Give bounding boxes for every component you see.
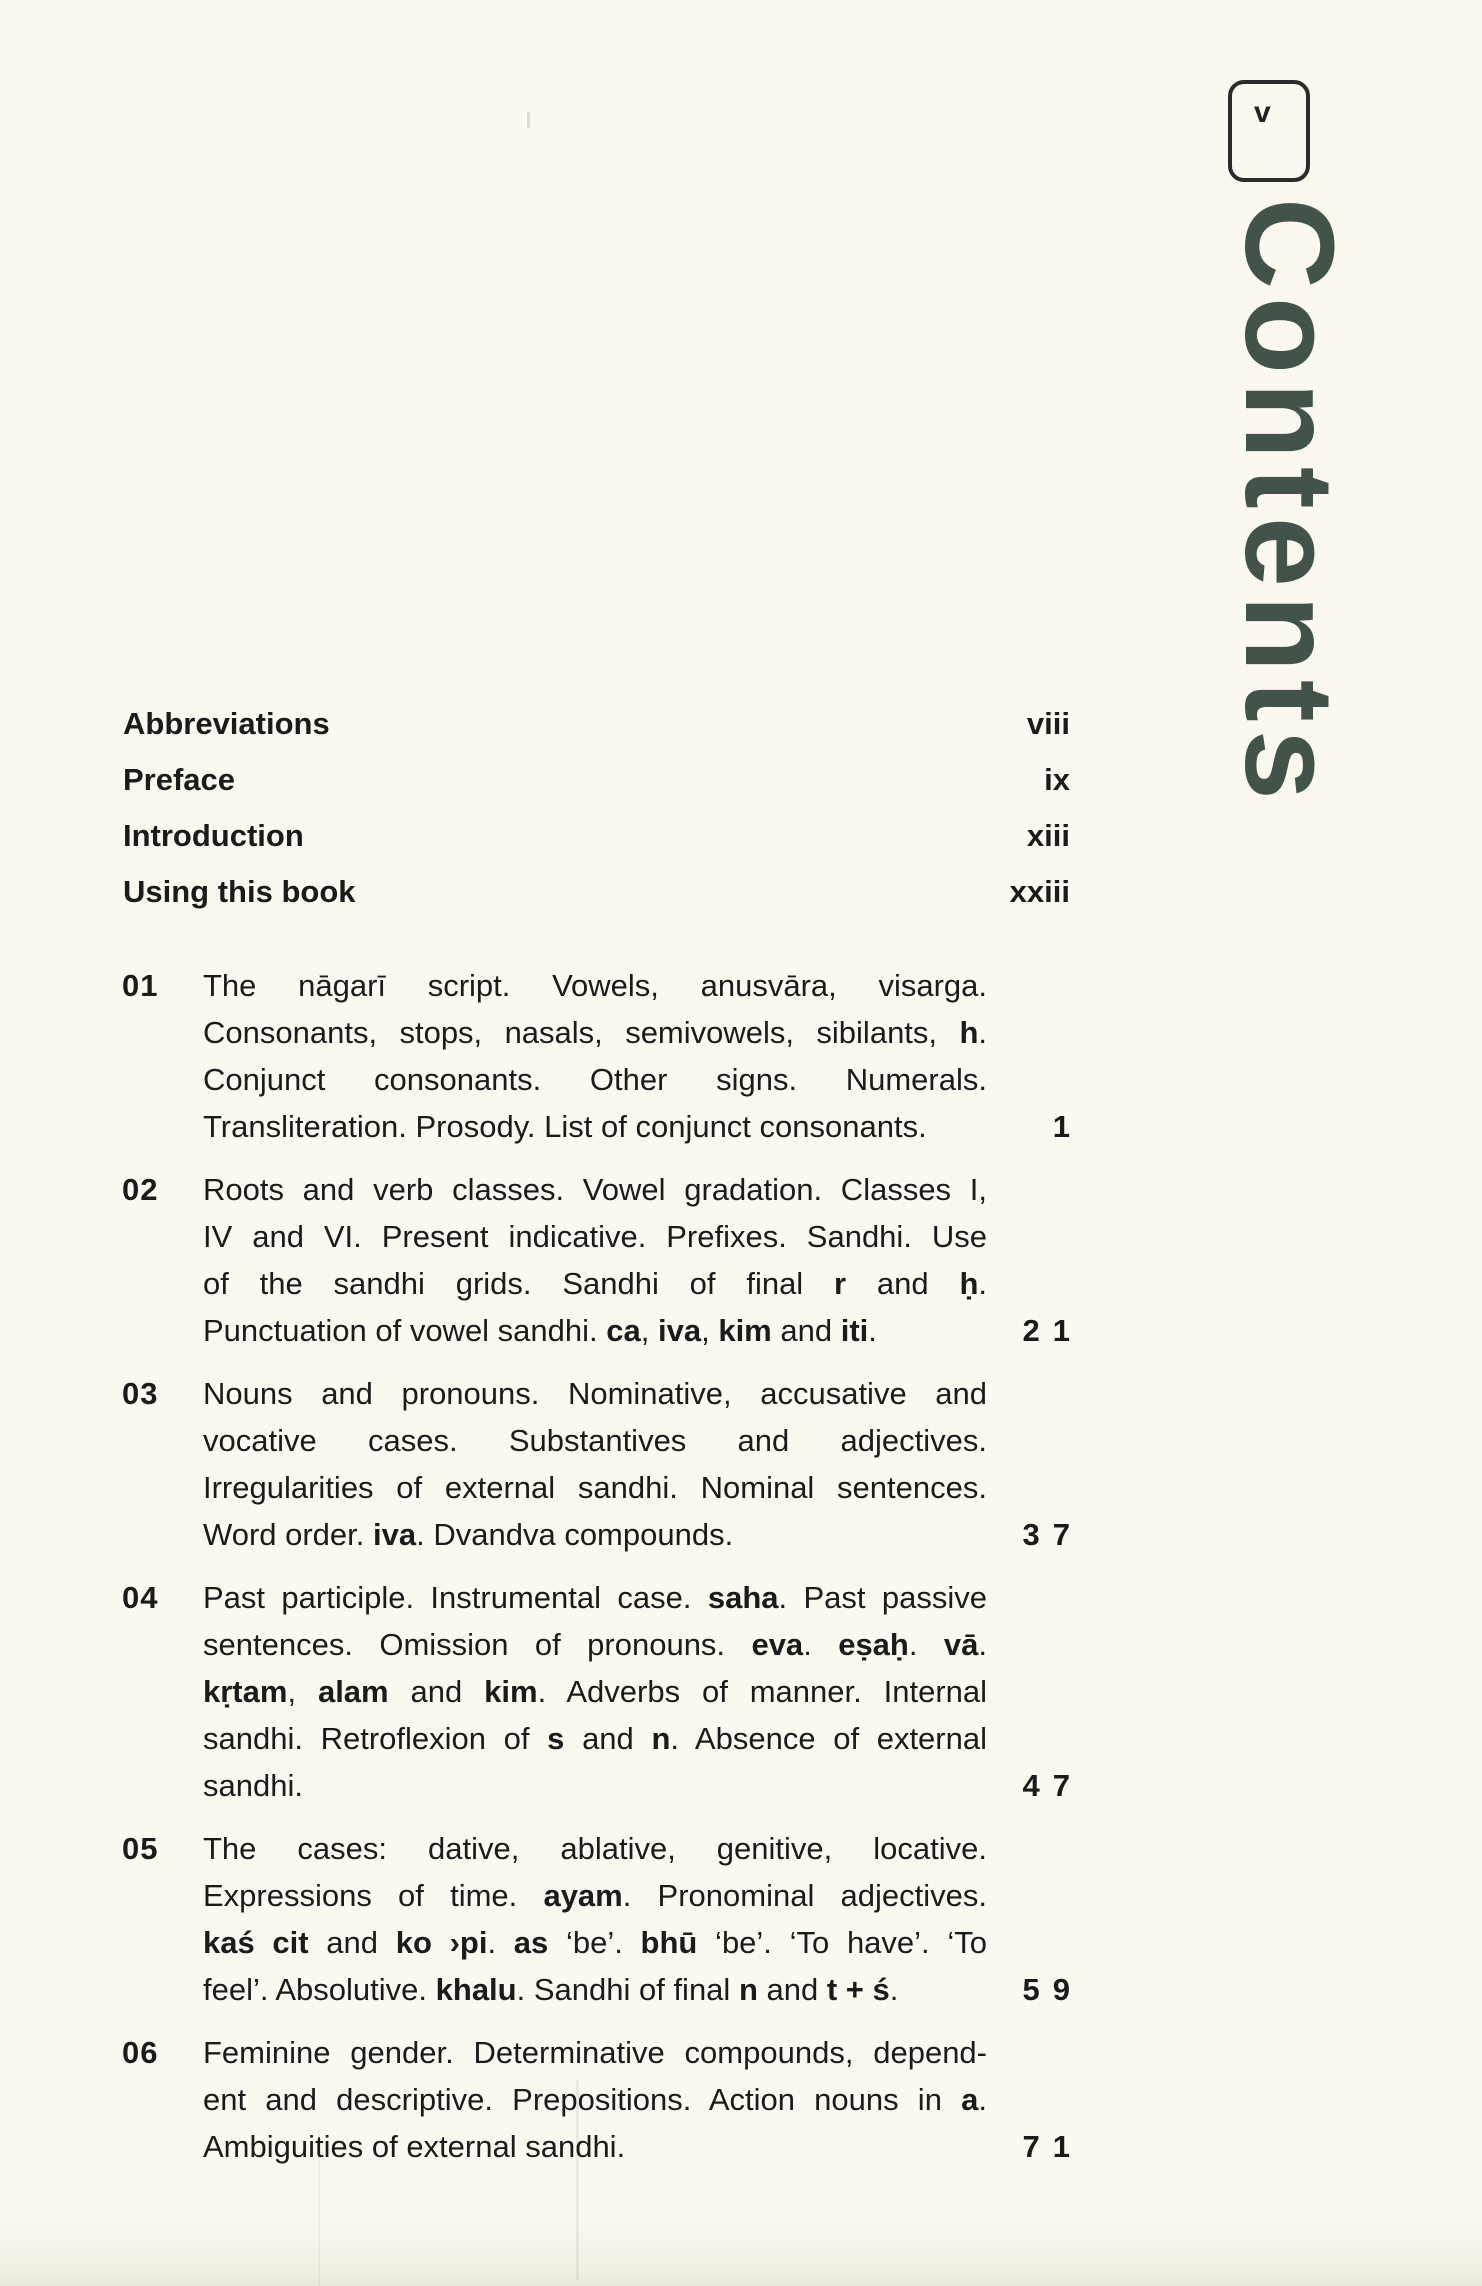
chapter-line	[203, 1825, 987, 1872]
chapter-line	[203, 1307, 987, 1354]
front-matter-row	[123, 868, 1070, 915]
summary-text: and	[564, 1721, 652, 1756]
sanskrit-term: khalu	[435, 1972, 517, 2007]
summary-text: sentences. Omission of pronouns.	[203, 1627, 752, 1662]
sanskrit-term: kaś cit	[203, 1925, 309, 1960]
chapter-entry	[0, 2029, 1482, 2170]
summary-text: Expressions of time.	[203, 1878, 544, 1913]
chapter-line	[203, 1056, 987, 1103]
sanskrit-term: h	[959, 1015, 979, 1050]
sanskrit-term: kim	[484, 1674, 538, 1709]
summary-text: Irregularities of external sandhi. Nominal sentences.	[203, 1470, 987, 1505]
sanskrit-term: kṛtam	[203, 1674, 288, 1709]
summary-text: . Past passive	[778, 1580, 987, 1615]
summary-text: vocative cases. Substantives and adjectives.	[203, 1423, 987, 1458]
summary-text: Feminine gender. Determinative compounds, depend-	[203, 2035, 987, 2070]
front-matter-page: xiii	[1026, 818, 1070, 853]
chapter-summary	[203, 1166, 987, 1354]
sanskrit-term: r	[834, 1266, 847, 1301]
summary-text: Word order.	[203, 1517, 374, 1552]
chapter-line	[203, 1103, 987, 1150]
summary-text: .	[803, 1627, 839, 1662]
sanskrit-term: ayam	[543, 1878, 623, 1913]
chapter-number: 01	[122, 968, 159, 1003]
table-of-contents	[0, 700, 1482, 2186]
chapter-line	[203, 1621, 987, 1668]
summary-text: .	[978, 1015, 987, 1050]
front-matter-label: Abbreviations	[123, 706, 330, 741]
chapter-list	[0, 962, 1482, 2170]
front-matter-page: xxiii	[1009, 874, 1070, 909]
chapter-summary	[203, 1574, 987, 1809]
sanskrit-term: iva	[657, 1313, 702, 1348]
summary-text: ,	[640, 1313, 658, 1348]
chapter-summary	[203, 1370, 987, 1558]
chapter-page: 47	[1022, 1768, 1083, 1803]
chapter-number: 05	[122, 1831, 159, 1866]
page-number-box	[1228, 80, 1310, 182]
chapter-line	[203, 2076, 987, 2123]
page-number-label: v	[1254, 96, 1271, 129]
chapter-page: 71	[1022, 2129, 1083, 2164]
chapter-number: 06	[122, 2035, 159, 2070]
chapter-line	[203, 1213, 987, 1260]
sanskrit-term: iti	[840, 1313, 869, 1348]
chapter-line	[203, 1511, 987, 1558]
chapter-page: 59	[1022, 1972, 1083, 2007]
chapter-entry	[0, 1166, 1482, 1354]
sanskrit-term: as	[513, 1925, 549, 1960]
summary-text: feel’. Absolutive.	[203, 1972, 436, 2007]
sanskrit-term: bhū	[640, 1925, 698, 1960]
chapter-entry	[0, 1574, 1482, 1809]
chapter-line	[203, 2029, 987, 2076]
summary-text: Nouns and pronouns. Nominative, accusative and	[203, 1376, 987, 1411]
sanskrit-term: ḥ	[959, 1266, 979, 1301]
summary-text: . Sandhi of final	[516, 1972, 739, 2007]
chapter-entry	[0, 1825, 1482, 2013]
chapter-line	[203, 1574, 987, 1621]
summary-text: ent and descriptive. Prepositions. Action nouns in	[203, 2082, 962, 2117]
chapter-line	[203, 1872, 987, 1919]
summary-text: .	[868, 1313, 877, 1348]
chapter-line	[203, 962, 987, 1009]
sanskrit-term: ko ›pi	[395, 1925, 488, 1960]
chapter-line	[203, 1668, 987, 1715]
chapter-line	[203, 1762, 987, 1809]
summary-text: Punctuation of vowel sandhi.	[203, 1313, 607, 1348]
summary-text: The nāgarī script. Vowels, anusvāra, visarga.	[203, 968, 987, 1003]
front-matter-label: Preface	[123, 762, 236, 797]
sanskrit-term: eṣaḥ	[838, 1627, 909, 1662]
sanskrit-term: iva	[373, 1517, 417, 1552]
summary-text: Transliteration. Prosody. List of conjunct consonants.	[203, 1109, 927, 1144]
summary-text: and	[308, 1925, 396, 1960]
summary-text: Conjunct consonants. Other signs. Numerals.	[203, 1062, 987, 1097]
chapter-line	[203, 1260, 987, 1307]
chapter-number: 04	[122, 1580, 159, 1615]
chapter-line	[203, 1166, 987, 1213]
front-matter-list	[123, 700, 1070, 915]
front-matter-row	[123, 812, 1070, 859]
summary-text: ,	[701, 1313, 719, 1348]
summary-text: .	[889, 1972, 899, 2007]
sanskrit-term: alam	[317, 1674, 389, 1709]
sanskrit-term: a	[961, 2082, 979, 2117]
chapter-line	[203, 1417, 987, 1464]
summary-text: Past participle. Instrumental case.	[203, 1580, 708, 1615]
summary-text: of the sandhi grids. Sandhi of final	[203, 1266, 835, 1301]
summary-text: ‘be’. ‘To have’. ‘To	[697, 1925, 987, 1960]
summary-text: .	[908, 1627, 944, 1662]
sanskrit-term: eva	[751, 1627, 804, 1662]
summary-text: The cases: dative, ablative, genitive, locative.	[203, 1831, 987, 1866]
sanskrit-term: vā	[943, 1627, 979, 1662]
front-matter-page: viii	[1026, 706, 1070, 741]
summary-text: Roots and verb classes. Vowel gradation. Classes I,	[203, 1172, 987, 1207]
summary-text: . Adverbs of manner. Internal	[537, 1674, 988, 1709]
chapter-page: 1	[1052, 1109, 1083, 1144]
summary-text: Consonants, stops, nasals, semivowels, sibilants,	[203, 1015, 960, 1050]
summary-text: .	[978, 1266, 987, 1301]
summary-text: sandhi.	[203, 1768, 303, 1803]
scan-edge-shading	[0, 2216, 1482, 2286]
summary-text: .	[978, 1627, 987, 1662]
sanskrit-term: s	[547, 1721, 565, 1756]
summary-text: . Dvandva compounds.	[416, 1517, 734, 1552]
summary-text: . Absence of external	[670, 1721, 987, 1756]
summary-text: IV and VI. Present indicative. Prefixes. Sandhi. Use	[203, 1219, 987, 1254]
chapter-line	[203, 1370, 987, 1417]
chapter-line	[203, 1715, 987, 1762]
summary-text: ‘be’.	[548, 1925, 641, 1960]
summary-text: . Pronominal adjectives.	[622, 1878, 988, 1913]
front-matter-row	[123, 700, 1070, 747]
chapter-page: 21	[1022, 1313, 1083, 1348]
chapter-line	[203, 1919, 987, 1966]
chapter-line	[203, 1464, 987, 1511]
summary-text: ,	[287, 1674, 318, 1709]
summary-text: sandhi. Retroflexion of	[203, 1721, 548, 1756]
front-matter-page: ix	[1044, 762, 1070, 797]
chapter-line	[203, 1009, 987, 1056]
sanskrit-term: t + ś	[826, 1972, 890, 2007]
summary-text: Ambiguities of external sandhi.	[203, 2129, 626, 2164]
chapter-summary	[203, 962, 987, 1150]
summary-text: and	[771, 1313, 841, 1348]
summary-text: and	[757, 1972, 827, 2007]
sanskrit-term: saha	[707, 1580, 779, 1615]
summary-text: and	[388, 1674, 485, 1709]
sanskrit-term: ca	[606, 1313, 641, 1348]
chapter-summary	[203, 1825, 987, 2013]
chapter-entry	[0, 1370, 1482, 1558]
sanskrit-term: n	[738, 1972, 758, 2007]
chapter-line	[203, 1966, 987, 2013]
contents-vertical-title: Contents	[1219, 198, 1360, 808]
front-matter-label: Introduction	[123, 818, 304, 853]
front-matter-row	[123, 756, 1070, 803]
summary-text: and	[846, 1266, 960, 1301]
front-matter-label: Using this book	[123, 874, 356, 909]
chapter-summary	[203, 2029, 987, 2170]
summary-text: .	[978, 2082, 987, 2117]
chapter-number: 03	[122, 1376, 159, 1411]
summary-text: .	[487, 1925, 514, 1960]
chapter-number: 02	[122, 1172, 159, 1207]
chapter-page: 37	[1022, 1517, 1083, 1552]
scan-speck	[527, 112, 530, 128]
sanskrit-term: kim	[718, 1313, 772, 1348]
chapter-entry	[0, 962, 1482, 1150]
chapter-line	[203, 2123, 987, 2170]
sanskrit-term: n	[651, 1721, 671, 1756]
